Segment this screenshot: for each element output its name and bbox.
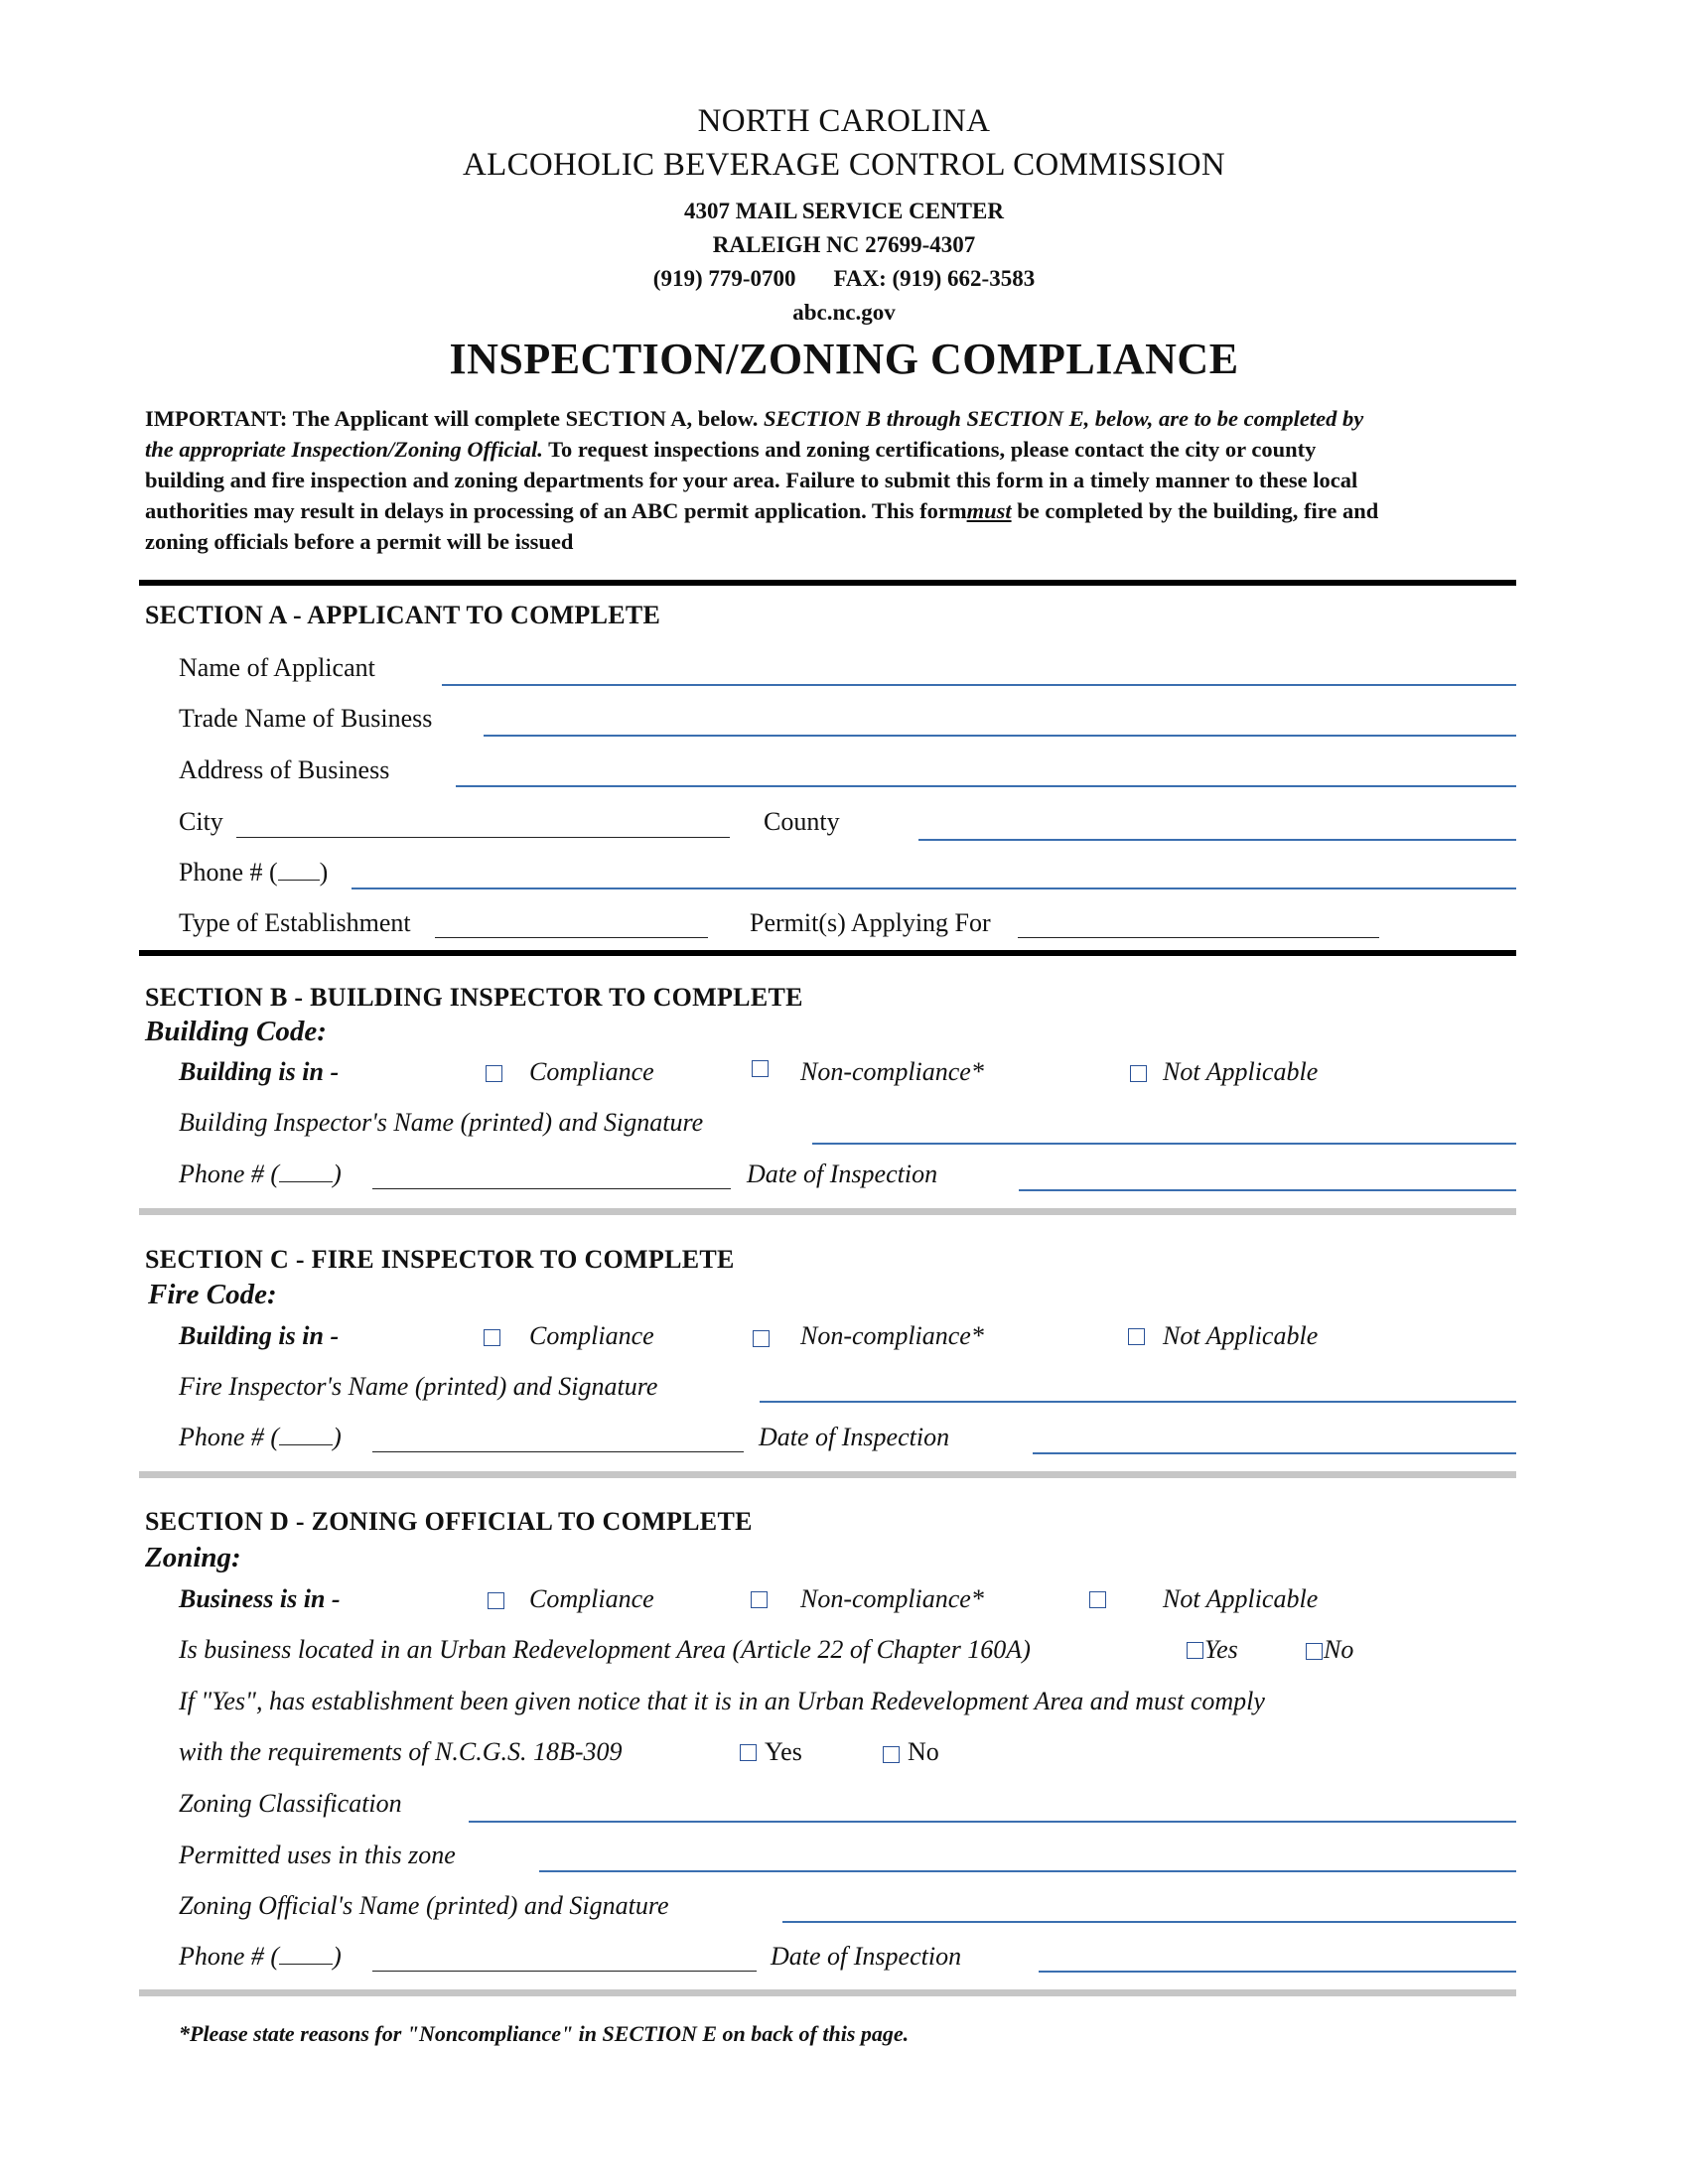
permits-applying-for-field[interactable] — [1018, 937, 1379, 938]
fire-date-label: Date of Inspection — [759, 1423, 950, 1451]
section-a-title: SECTION A - APPLICANT TO COMPLETE — [145, 601, 661, 629]
building-inspector-name-field[interactable] — [812, 1143, 1516, 1145]
section-c-title: SECTION C - FIRE INSPECTOR TO COMPLETE — [145, 1245, 735, 1274]
agency-fax: FAX: (919) 662-3583 — [833, 266, 1036, 291]
zoning-official-name-field[interactable] — [782, 1921, 1516, 1923]
section-b-title: SECTION B - BUILDING INSPECTOR TO COMPLETE — [145, 983, 803, 1012]
zoning-area-code-field[interactable] — [279, 1944, 333, 1965]
section-divider — [139, 1208, 1516, 1215]
building-phone-suffix: ) — [333, 1160, 342, 1188]
fire-not-applicable-label: Not Applicable — [1163, 1321, 1319, 1350]
zoning-classification-field[interactable] — [469, 1821, 1516, 1823]
notice-yes-checkbox[interactable] — [740, 1744, 757, 1761]
fire-compliance-checkbox[interactable] — [484, 1329, 500, 1346]
fire-phone-label — [179, 1423, 342, 1452]
building-compliance-label: Compliance — [529, 1057, 654, 1086]
zoning-not-applicable-checkbox[interactable] — [1089, 1591, 1106, 1608]
fire-inspector-name-label: Fire Inspector's Name (printed) and Signature — [179, 1372, 658, 1401]
building-phone-prefix: Phone # ( — [179, 1160, 280, 1188]
section-d-title: SECTION D - ZONING OFFICIAL TO COMPLETE — [145, 1507, 753, 1536]
urban-no-label: No — [1324, 1635, 1354, 1664]
city-label: City — [179, 807, 223, 836]
section-divider — [139, 580, 1516, 586]
zoning-phone-label — [179, 1942, 342, 1972]
building-area-code-field[interactable] — [279, 1161, 333, 1182]
name-of-applicant-label: Name of Applicant — [179, 653, 375, 682]
county-label: County — [764, 807, 840, 836]
phone-fax-line — [0, 266, 1688, 292]
permitted-uses-field[interactable] — [539, 1870, 1516, 1872]
state-name: NORTH CAROLINA — [697, 103, 991, 139]
applicant-area-code-field[interactable] — [278, 860, 320, 881]
building-phone-label — [179, 1160, 342, 1189]
building-date-field[interactable] — [1019, 1189, 1516, 1191]
fire-not-applicable-checkbox[interactable] — [1128, 1328, 1145, 1345]
notice-question-line-1: If "Yes", has establishment been given notice that it is in an Urban Redevelopment Area and must comply — [179, 1687, 1265, 1715]
fire-phone-suffix: ) — [333, 1423, 342, 1451]
zoning-phone-field[interactable] — [372, 1971, 757, 1972]
zoning-compliance-label: Compliance — [529, 1584, 654, 1613]
type-of-establishment-label: Type of Establishment — [179, 908, 411, 937]
intro-must-note-end: be completed by the building, fire and zoning officials before a permit will be issued — [145, 498, 1379, 554]
intro-sections-note: SECTION B through SECTION E, below, are to be completed by the appropriate Inspection/Zoning Official. — [145, 406, 1364, 462]
address-line-1: 4307 MAIL SERVICE CENTER — [684, 199, 1004, 223]
trade-name-field[interactable] — [484, 735, 1516, 737]
building-date-label: Date of Inspection — [747, 1160, 938, 1188]
fire-phone-prefix: Phone # ( — [179, 1423, 280, 1451]
fire-inspector-name-field[interactable] — [760, 1401, 1516, 1403]
building-phone-field[interactable] — [372, 1188, 731, 1189]
intro-paragraph — [145, 403, 1396, 557]
urban-area-question: Is business located in an Urban Redevelopment Area (Article 22 of Chapter 160A) — [179, 1635, 1031, 1664]
city-field[interactable] — [236, 837, 730, 838]
section-divider — [139, 1989, 1516, 1996]
building-code-subtitle: Building Code: — [145, 1016, 327, 1047]
applicant-phone-field[interactable] — [352, 887, 1516, 889]
fire-date-field[interactable] — [1033, 1452, 1516, 1454]
notice-question-line-2: with the requirements of N.C.G.S. 18B-309 — [179, 1737, 623, 1766]
zoning-subtitle: Zoning: — [145, 1542, 241, 1573]
urban-yes-label: Yes — [1204, 1635, 1238, 1664]
address-field[interactable] — [456, 785, 1516, 787]
fire-code-subtitle: Fire Code: — [148, 1279, 277, 1310]
zoning-phone-suffix: ) — [333, 1942, 342, 1971]
zoning-not-applicable-label: Not Applicable — [1163, 1584, 1319, 1613]
zoning-noncompliance-checkbox[interactable] — [751, 1591, 768, 1608]
footnote: *Please state reasons for "Noncompliance" in SECTION E on back of this page. — [179, 2021, 910, 2046]
intro-important: IMPORTANT: The Applicant will complete SECTION A, below. — [145, 406, 759, 431]
applicant-phone-suffix: ) — [319, 858, 329, 887]
fire-noncompliance-label: Non-compliance* — [800, 1321, 984, 1350]
permitted-uses-label: Permitted uses in this zone — [179, 1841, 456, 1869]
building-compliance-checkbox[interactable] — [486, 1065, 502, 1082]
agency-name: ALCOHOLIC BEVERAGE CONTROL COMMISSION — [463, 147, 1225, 183]
zoning-compliance-checkbox[interactable] — [488, 1592, 504, 1609]
fire-compliance-label: Compliance — [529, 1321, 654, 1350]
zoning-classification-label: Zoning Classification — [179, 1789, 402, 1818]
notice-yes-label: Yes — [765, 1737, 802, 1766]
applicant-phone-label — [179, 858, 328, 887]
notice-no-checkbox[interactable] — [883, 1746, 900, 1763]
urban-no-checkbox[interactable] — [1306, 1643, 1323, 1660]
intro-request-note: To request inspections and zoning certifications, please contact the city or county building and fire inspection and zoning departments for your area. Failure to submit this form in a timely manner to these local authorities may result in delays in processing of an ABC permit application. — [145, 437, 1358, 523]
zoning-noncompliance-label: Non-compliance* — [800, 1584, 984, 1613]
building-noncompliance-checkbox[interactable] — [752, 1060, 769, 1077]
zoning-official-name-label: Zoning Official's Name (printed) and Signature — [179, 1891, 669, 1920]
building-not-applicable-checkbox[interactable] — [1130, 1065, 1147, 1082]
permits-applying-for-label: Permit(s) Applying For — [750, 908, 991, 937]
notice-no-label: No — [908, 1737, 939, 1766]
building-not-applicable-label: Not Applicable — [1163, 1057, 1319, 1086]
fire-building-is-in-label: Building is in - — [179, 1321, 340, 1350]
applicant-phone-prefix: Phone # ( — [179, 858, 278, 887]
building-is-in-label: Building is in - — [179, 1057, 340, 1086]
type-of-establishment-field[interactable] — [435, 937, 708, 938]
zoning-phone-prefix: Phone # ( — [179, 1942, 280, 1971]
intro-must-word: must — [966, 498, 1012, 523]
urban-yes-checkbox[interactable] — [1187, 1642, 1203, 1659]
address-label: Address of Business — [179, 755, 390, 784]
zoning-date-field[interactable] — [1039, 1971, 1516, 1973]
building-noncompliance-label: Non-compliance* — [800, 1057, 984, 1086]
intro-must-note-start: This form — [866, 498, 967, 523]
business-is-in-label: Business is in - — [179, 1584, 341, 1613]
building-inspector-name-label: Building Inspector's Name (printed) and Signature — [179, 1108, 704, 1137]
agency-phone: (919) 779-0700 — [652, 266, 796, 291]
zoning-date-label: Date of Inspection — [771, 1942, 962, 1971]
name-of-applicant-field[interactable] — [442, 684, 1516, 686]
section-divider — [139, 1471, 1516, 1478]
section-divider — [139, 950, 1516, 956]
agency-website: abc.nc.gov — [792, 300, 896, 325]
fire-phone-field[interactable] — [372, 1451, 744, 1452]
page-title: INSPECTION/ZONING COMPLIANCE — [449, 335, 1239, 383]
trade-name-label: Trade Name of Business — [179, 704, 433, 733]
fire-noncompliance-checkbox[interactable] — [753, 1330, 770, 1347]
fire-area-code-field[interactable] — [279, 1425, 333, 1445]
county-field[interactable] — [918, 839, 1516, 841]
address-line-2: RALEIGH NC 27699-4307 — [712, 232, 976, 257]
